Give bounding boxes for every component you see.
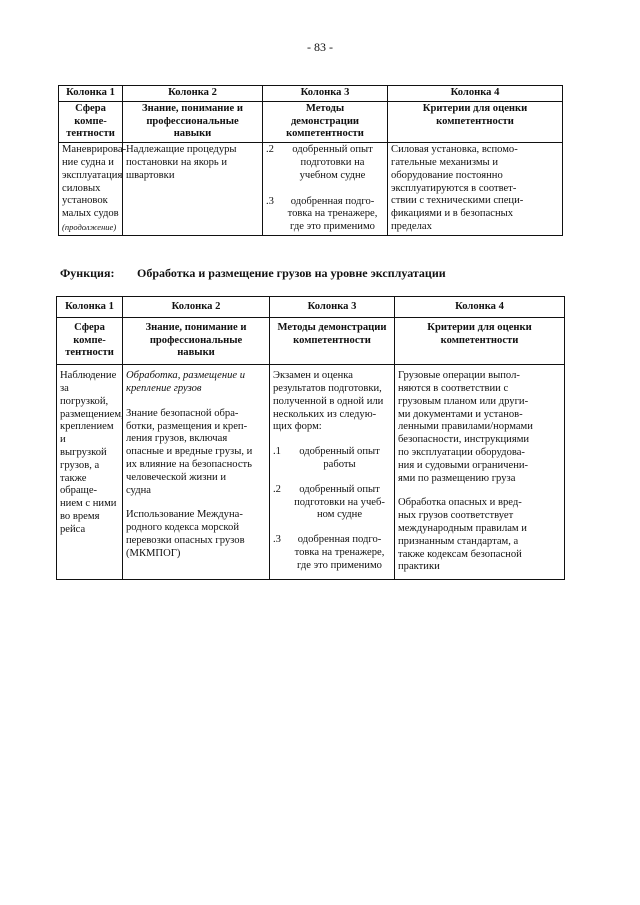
column-name-3: Колонка 3 <box>270 297 395 318</box>
competence-table-continued <box>58 85 563 236</box>
column-name-4: Колонка 4 <box>395 297 565 318</box>
continued-note: (продолжение) <box>62 221 117 232</box>
table-row <box>59 143 563 236</box>
list-item: .1 одобренный опыт работы <box>273 446 380 470</box>
list-item: .2 одобренный опыт подготовки на учеб- ном судне <box>273 483 385 521</box>
column-name-1: Колонка 1 <box>57 297 123 318</box>
knowledge-subtitle: Обработка, размещение и крепление грузов <box>126 370 246 394</box>
column-name-1: Колонка 1 <box>59 86 123 102</box>
cell-knowledge: Надлежащие процедуры постановки на якорь и швартовки <box>123 143 263 236</box>
cell-methods: Экзамен и оценка результатов подготовки, полученной в одной или нескольких из следую- щих форм: .1 одобренный опыт работы .2 одобренный опыт подготовки на учеб- ном судне .3 одобренная подго- товка на тренажере, где это применимо <box>270 365 395 580</box>
cell-competence: Маневрирова- ние судна и эксплуатация силовых установок малых судов (продолжение) <box>59 143 123 236</box>
function-title: Обработка и размещение грузов на уровне эксплуатации <box>137 266 446 280</box>
column-name-4: Колонка 4 <box>388 86 563 102</box>
table-row <box>57 365 565 580</box>
header-knowledge: Знание, понимание и профессиональные навыки <box>123 317 270 364</box>
header-methods: Методы демонстрации компетентности <box>263 101 388 142</box>
header-criteria: Критерии для оценки компетентности <box>388 101 563 142</box>
header-competence: Сфера компе- тентности <box>57 317 123 364</box>
column-name-2: Колонка 2 <box>123 297 270 318</box>
header-methods: Методы демонстрации компетентности <box>270 317 395 364</box>
column-names-row <box>57 297 565 318</box>
header-criteria: Критерии для оценки компетентности <box>395 317 565 364</box>
list-item: .2 одобренный опыт подготовки на учебном судне <box>266 144 373 181</box>
cell-knowledge: Обработка, размещение и крепление грузов Знание безопасной обра- ботки, размещения и креп- ления грузов, включая опасные и вредные грузы, и их влияние на безопасность человеческой жизни и судна Использование Междуна- родного кодекса морской перевозки опасных грузов (МКМПОГ) <box>123 365 270 580</box>
header-knowledge: Знание, понимание и профессиональные навыки <box>123 101 263 142</box>
list-item: .3 одобренная подго- товка на тренажере, где это применимо <box>266 195 378 233</box>
function-heading <box>60 266 446 281</box>
cell-methods <box>263 143 388 236</box>
cell-criteria: Грузовые операции выпол- няются в соответствии с грузовым планом или други- ми документами и установ- ленными правилами/нормами безопасности, инструкциями по эксплуатации оборудова- ния и судовыми ограничени- ями по размещению груза Обработка опасных и вред- ных грузов соответствует международным правилам и признанным стандартам, а также кодексам безопасной практики <box>395 365 565 580</box>
page-number: - 83 - <box>307 40 333 54</box>
header-row <box>59 101 563 142</box>
column-names-row <box>59 86 563 102</box>
column-name-2: Колонка 2 <box>123 86 263 102</box>
list-item: .3 одобренная подго- товка на тренажере, где это применимо <box>273 534 385 571</box>
header-competence: Сфера компе- тентности <box>59 101 123 142</box>
cargo-handling-table <box>56 296 565 580</box>
function-label: Функция: <box>60 266 115 280</box>
header-row <box>57 317 565 364</box>
cell-criteria: Силовая установка, вспомо- гательные механизмы и оборудование постоянно эксплуатируются в соответ- ствии с техническими специ- фикациями и в безопасных пределах <box>388 143 563 236</box>
cell-competence: Наблюдение за погрузкой, размещением, креплением и выгрузкой грузов, а также обраще- нием с ними во время рейса <box>57 365 123 580</box>
column-name-3: Колонка 3 <box>263 86 388 102</box>
